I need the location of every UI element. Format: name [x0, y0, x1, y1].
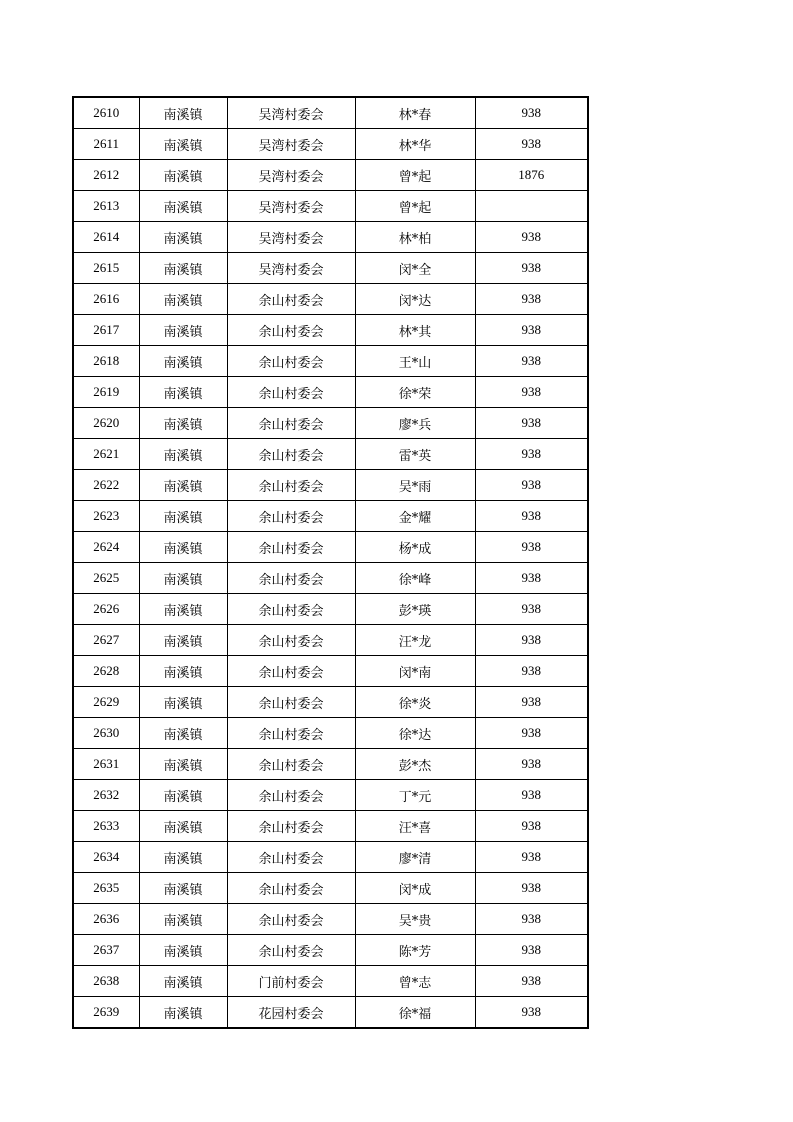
person-name-cell: 汪*龙 [355, 625, 475, 656]
town-cell: 南溪镇 [139, 222, 227, 253]
table-row [73, 408, 588, 439]
table-row [73, 873, 588, 904]
serial-number-cell: 2611 [73, 129, 139, 160]
person-name-cell: 闵*南 [355, 656, 475, 687]
person-name-cell: 林*其 [355, 315, 475, 346]
serial-number-cell: 2637 [73, 935, 139, 966]
amount-cell: 938 [475, 873, 588, 904]
table-row [73, 966, 588, 997]
town-cell: 南溪镇 [139, 501, 227, 532]
table-row [73, 501, 588, 532]
table-row [73, 656, 588, 687]
village-committee-cell: 吴湾村委会 [227, 129, 355, 160]
person-name-cell: 徐*峰 [355, 563, 475, 594]
table-row [73, 191, 588, 222]
serial-number-cell: 2635 [73, 873, 139, 904]
table-row [73, 377, 588, 408]
person-name-cell: 金*耀 [355, 501, 475, 532]
table-row [73, 811, 588, 842]
serial-number-cell: 2623 [73, 501, 139, 532]
serial-number-cell: 2616 [73, 284, 139, 315]
serial-number-cell: 2630 [73, 718, 139, 749]
town-cell: 南溪镇 [139, 253, 227, 284]
table-row [73, 253, 588, 284]
serial-number-cell: 2632 [73, 780, 139, 811]
village-committee-cell: 余山村委会 [227, 904, 355, 935]
village-committee-cell: 吴湾村委会 [227, 253, 355, 284]
table-row [73, 284, 588, 315]
serial-number-cell: 2612 [73, 160, 139, 191]
village-committee-cell: 花园村委会 [227, 997, 355, 1029]
town-cell: 南溪镇 [139, 470, 227, 501]
table-row [73, 129, 588, 160]
table-body [73, 97, 588, 1028]
table-row [73, 625, 588, 656]
amount-cell: 938 [475, 780, 588, 811]
person-name-cell: 闵*成 [355, 873, 475, 904]
person-name-cell: 吴*贵 [355, 904, 475, 935]
person-name-cell: 徐*荣 [355, 377, 475, 408]
town-cell: 南溪镇 [139, 377, 227, 408]
serial-number-cell: 2625 [73, 563, 139, 594]
town-cell: 南溪镇 [139, 625, 227, 656]
town-cell: 南溪镇 [139, 129, 227, 160]
beneficiary-table [72, 96, 589, 1029]
village-committee-cell: 余山村委会 [227, 439, 355, 470]
serial-number-cell: 2610 [73, 97, 139, 129]
amount-cell: 938 [475, 346, 588, 377]
village-committee-cell: 吴湾村委会 [227, 222, 355, 253]
serial-number-cell: 2621 [73, 439, 139, 470]
village-committee-cell: 余山村委会 [227, 594, 355, 625]
amount-cell: 938 [475, 997, 588, 1029]
amount-cell: 938 [475, 408, 588, 439]
amount-cell: 938 [475, 904, 588, 935]
person-name-cell: 徐*达 [355, 718, 475, 749]
amount-cell: 938 [475, 129, 588, 160]
table-row [73, 222, 588, 253]
table-row [73, 594, 588, 625]
amount-cell [475, 191, 588, 222]
table-row [73, 718, 588, 749]
serial-number-cell: 2626 [73, 594, 139, 625]
town-cell: 南溪镇 [139, 439, 227, 470]
town-cell: 南溪镇 [139, 656, 227, 687]
town-cell: 南溪镇 [139, 191, 227, 222]
town-cell: 南溪镇 [139, 284, 227, 315]
village-committee-cell: 余山村委会 [227, 377, 355, 408]
table-row [73, 97, 588, 129]
town-cell: 南溪镇 [139, 873, 227, 904]
person-name-cell: 汪*喜 [355, 811, 475, 842]
village-committee-cell: 余山村委会 [227, 346, 355, 377]
amount-cell: 938 [475, 501, 588, 532]
town-cell: 南溪镇 [139, 842, 227, 873]
person-name-cell: 廖*清 [355, 842, 475, 873]
person-name-cell: 陈*芳 [355, 935, 475, 966]
serial-number-cell: 2629 [73, 687, 139, 718]
amount-cell: 938 [475, 718, 588, 749]
amount-cell: 938 [475, 97, 588, 129]
table-row [73, 749, 588, 780]
amount-cell: 938 [475, 935, 588, 966]
person-name-cell: 徐*福 [355, 997, 475, 1029]
village-committee-cell: 余山村委会 [227, 625, 355, 656]
amount-cell: 938 [475, 470, 588, 501]
amount-cell: 938 [475, 687, 588, 718]
village-committee-cell: 余山村委会 [227, 470, 355, 501]
town-cell: 南溪镇 [139, 749, 227, 780]
table-row [73, 315, 588, 346]
table-row [73, 780, 588, 811]
amount-cell: 938 [475, 315, 588, 346]
town-cell: 南溪镇 [139, 904, 227, 935]
village-committee-cell: 吴湾村委会 [227, 191, 355, 222]
village-committee-cell: 余山村委会 [227, 873, 355, 904]
serial-number-cell: 2639 [73, 997, 139, 1029]
table-row [73, 346, 588, 377]
village-committee-cell: 余山村委会 [227, 408, 355, 439]
town-cell: 南溪镇 [139, 594, 227, 625]
village-committee-cell: 余山村委会 [227, 315, 355, 346]
person-name-cell: 林*华 [355, 129, 475, 160]
amount-cell: 938 [475, 842, 588, 873]
person-name-cell: 雷*英 [355, 439, 475, 470]
table-row [73, 842, 588, 873]
village-committee-cell: 余山村委会 [227, 935, 355, 966]
village-committee-cell: 余山村委会 [227, 780, 355, 811]
amount-cell: 938 [475, 439, 588, 470]
village-committee-cell: 余山村委会 [227, 532, 355, 563]
amount-cell: 938 [475, 532, 588, 563]
town-cell: 南溪镇 [139, 780, 227, 811]
village-committee-cell: 余山村委会 [227, 284, 355, 315]
person-name-cell: 廖*兵 [355, 408, 475, 439]
person-name-cell: 彭*杰 [355, 749, 475, 780]
town-cell: 南溪镇 [139, 160, 227, 191]
town-cell: 南溪镇 [139, 97, 227, 129]
village-committee-cell: 余山村委会 [227, 501, 355, 532]
serial-number-cell: 2617 [73, 315, 139, 346]
table-row [73, 470, 588, 501]
town-cell: 南溪镇 [139, 935, 227, 966]
village-committee-cell: 吴湾村委会 [227, 97, 355, 129]
serial-number-cell: 2622 [73, 470, 139, 501]
village-committee-cell: 门前村委会 [227, 966, 355, 997]
person-name-cell: 曾*起 [355, 160, 475, 191]
village-committee-cell: 余山村委会 [227, 718, 355, 749]
table-row [73, 563, 588, 594]
amount-cell: 938 [475, 563, 588, 594]
person-name-cell: 杨*成 [355, 532, 475, 563]
town-cell: 南溪镇 [139, 563, 227, 594]
serial-number-cell: 2615 [73, 253, 139, 284]
serial-number-cell: 2627 [73, 625, 139, 656]
serial-number-cell: 2631 [73, 749, 139, 780]
person-name-cell: 闵*达 [355, 284, 475, 315]
town-cell: 南溪镇 [139, 966, 227, 997]
serial-number-cell: 2619 [73, 377, 139, 408]
serial-number-cell: 2633 [73, 811, 139, 842]
person-name-cell: 林*柏 [355, 222, 475, 253]
serial-number-cell: 2614 [73, 222, 139, 253]
person-name-cell: 彭*瑛 [355, 594, 475, 625]
amount-cell: 938 [475, 377, 588, 408]
village-committee-cell: 余山村委会 [227, 842, 355, 873]
table-row [73, 935, 588, 966]
serial-number-cell: 2624 [73, 532, 139, 563]
serial-number-cell: 2634 [73, 842, 139, 873]
serial-number-cell: 2613 [73, 191, 139, 222]
amount-cell: 938 [475, 811, 588, 842]
village-committee-cell: 余山村委会 [227, 656, 355, 687]
serial-number-cell: 2636 [73, 904, 139, 935]
amount-cell: 938 [475, 625, 588, 656]
village-committee-cell: 吴湾村委会 [227, 160, 355, 191]
amount-cell: 938 [475, 749, 588, 780]
amount-cell: 938 [475, 966, 588, 997]
table-row [73, 997, 588, 1029]
serial-number-cell: 2638 [73, 966, 139, 997]
village-committee-cell: 余山村委会 [227, 749, 355, 780]
table-row [73, 439, 588, 470]
amount-cell: 938 [475, 253, 588, 284]
amount-cell: 938 [475, 284, 588, 315]
person-name-cell: 王*山 [355, 346, 475, 377]
person-name-cell: 徐*炎 [355, 687, 475, 718]
town-cell: 南溪镇 [139, 315, 227, 346]
amount-cell: 938 [475, 594, 588, 625]
village-committee-cell: 余山村委会 [227, 811, 355, 842]
table-row [73, 160, 588, 191]
village-committee-cell: 余山村委会 [227, 687, 355, 718]
person-name-cell: 闵*全 [355, 253, 475, 284]
serial-number-cell: 2618 [73, 346, 139, 377]
town-cell: 南溪镇 [139, 811, 227, 842]
person-name-cell: 吴*雨 [355, 470, 475, 501]
serial-number-cell: 2620 [73, 408, 139, 439]
person-name-cell: 曾*起 [355, 191, 475, 222]
town-cell: 南溪镇 [139, 532, 227, 563]
table-row [73, 687, 588, 718]
town-cell: 南溪镇 [139, 997, 227, 1029]
amount-cell: 938 [475, 656, 588, 687]
town-cell: 南溪镇 [139, 718, 227, 749]
town-cell: 南溪镇 [139, 687, 227, 718]
town-cell: 南溪镇 [139, 408, 227, 439]
village-committee-cell: 余山村委会 [227, 563, 355, 594]
person-name-cell: 曾*志 [355, 966, 475, 997]
table-row [73, 904, 588, 935]
amount-cell: 938 [475, 222, 588, 253]
town-cell: 南溪镇 [139, 346, 227, 377]
person-name-cell: 丁*元 [355, 780, 475, 811]
person-name-cell: 林*春 [355, 97, 475, 129]
table-row [73, 532, 588, 563]
serial-number-cell: 2628 [73, 656, 139, 687]
amount-cell: 1876 [475, 160, 588, 191]
